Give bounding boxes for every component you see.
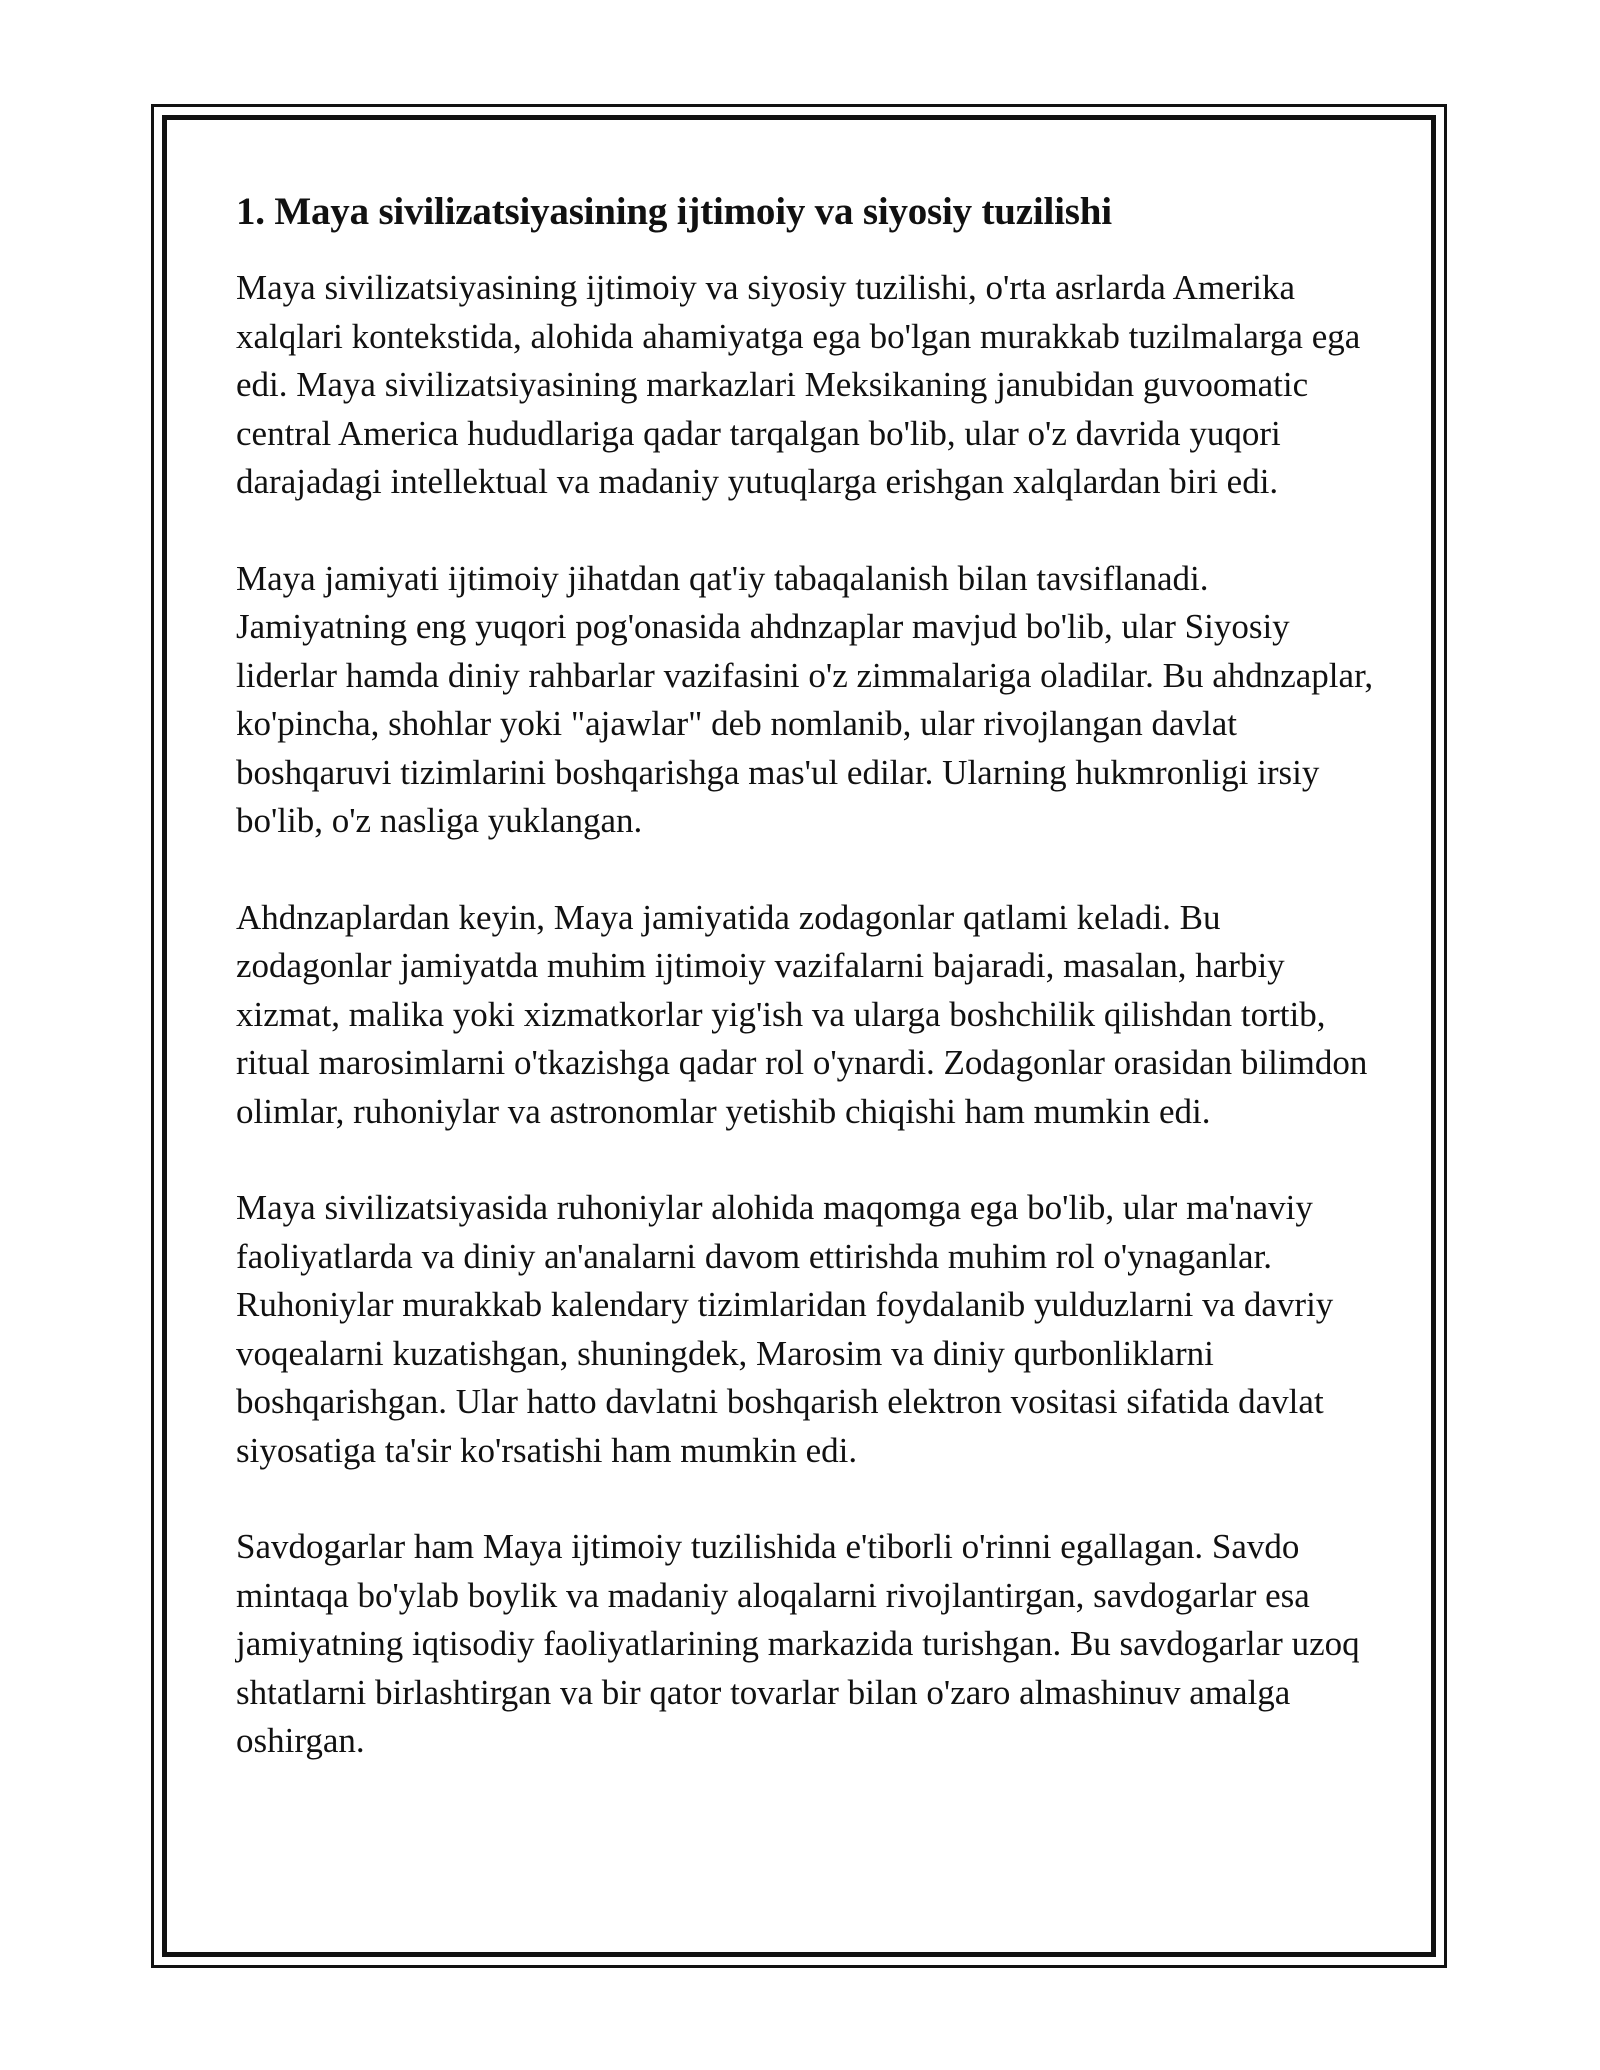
paragraph-nobility: Ahdnzaplardan keyin, Maya jamiyatida zodagonlar qatlami keladi. Bu zodagonlar jamiyatda muhim ijtimoiy vazifalarni bajaradi, masalan, harbiy xizmat, malika yoki xizmatkorlar yig'ish va ularga boshchilik qilishdan tortib, ritual marosimlarni o'tkazishga qadar rol o'ynardi. Zodagonlar orasidan bilimdon olimlar, ruhoniylar va astronomlar yetishib chiqishi ham mumkin edi.: [236, 897, 1368, 1131]
paragraph-social-hierarchy: Maya jamiyati ijtimoiy jihatdan qat'iy tabaqalanish bilan tavsiflanadi. Jamiyatning eng yuqori pog'onasida ahdnzaplar mavjud bo'lib, ular Siyosiy liderlar hamda diniy rahbarlar vazifasini o'z zimmalariga oladilar. Bu ahdnzaplar, ko'pincha, shohlar yoki "ajawlar" deb nomlanib, ular rivojlangan davlat boshqaruvi tizimlarini boshqarishga mas'ul edilar. Ularning hukmronligi irsiy bo'lib, o'z nasliga yuklangan.: [236, 558, 1374, 840]
section-heading: 1. Maya sivilizatsiyasining ijtimoiy va siyosiy tuzilishi: [236, 190, 1112, 233]
paragraph-intro: Maya sivilizatsiyasining ijtimoiy va siyosiy tuzilishi, o'rta asrlarda Amerika xalqlari kontekstida, alohida ahamiyatga ega bo'lgan murakkab tuzilmalarga ega edi. Maya sivilizatsiyasining markazlari Meksikaning janubidan guvoomatic central America hududlariga qadar tarqalgan bo'lib, ular o'z davrida yuqori darajadagi intellektual va madaniy yutuqlarga erishgan xalqlardan biri edi.: [236, 268, 1361, 501]
paragraph-merchants: Savdogarlar ham Maya ijtimoiy tuzilishida e'tiborli o'rinni egallagan. Savdo mintaqa bo'ylab boylik va madaniy aloqalarni rivojlantirgan, savdogarlar esa jamiyatning iqtisodiy faoliyatlarining markazida turishgan. Bu savdogarlar uzoq shtatlarni birlashtirgan va bir qator tovarlar bilan o'zaro almashinuv amalga oshirgan.: [236, 1527, 1360, 1760]
document-body: [236, 186, 1376, 1814]
paragraph-priests: Maya sivilizatsiyasida ruhoniylar alohida maqomga ega bo'lib, ular ma'naviy faoliyatlarda va diniy an'analarni davom ettirishda muhim rol o'ynaganlar. Ruhoniylar murakkab kalendary tizimlaridan foydalanib yulduzlarni va davriy voqealarni kuzatishgan, shuningdek, Marosim va diniy qurbonliklarni boshqarishgan. Ular hatto davlatni boshqarish elektron vositasi sifatida davlat siyosatiga ta'sir ko'rsatishi ham mumkin edi.: [236, 1188, 1334, 1470]
